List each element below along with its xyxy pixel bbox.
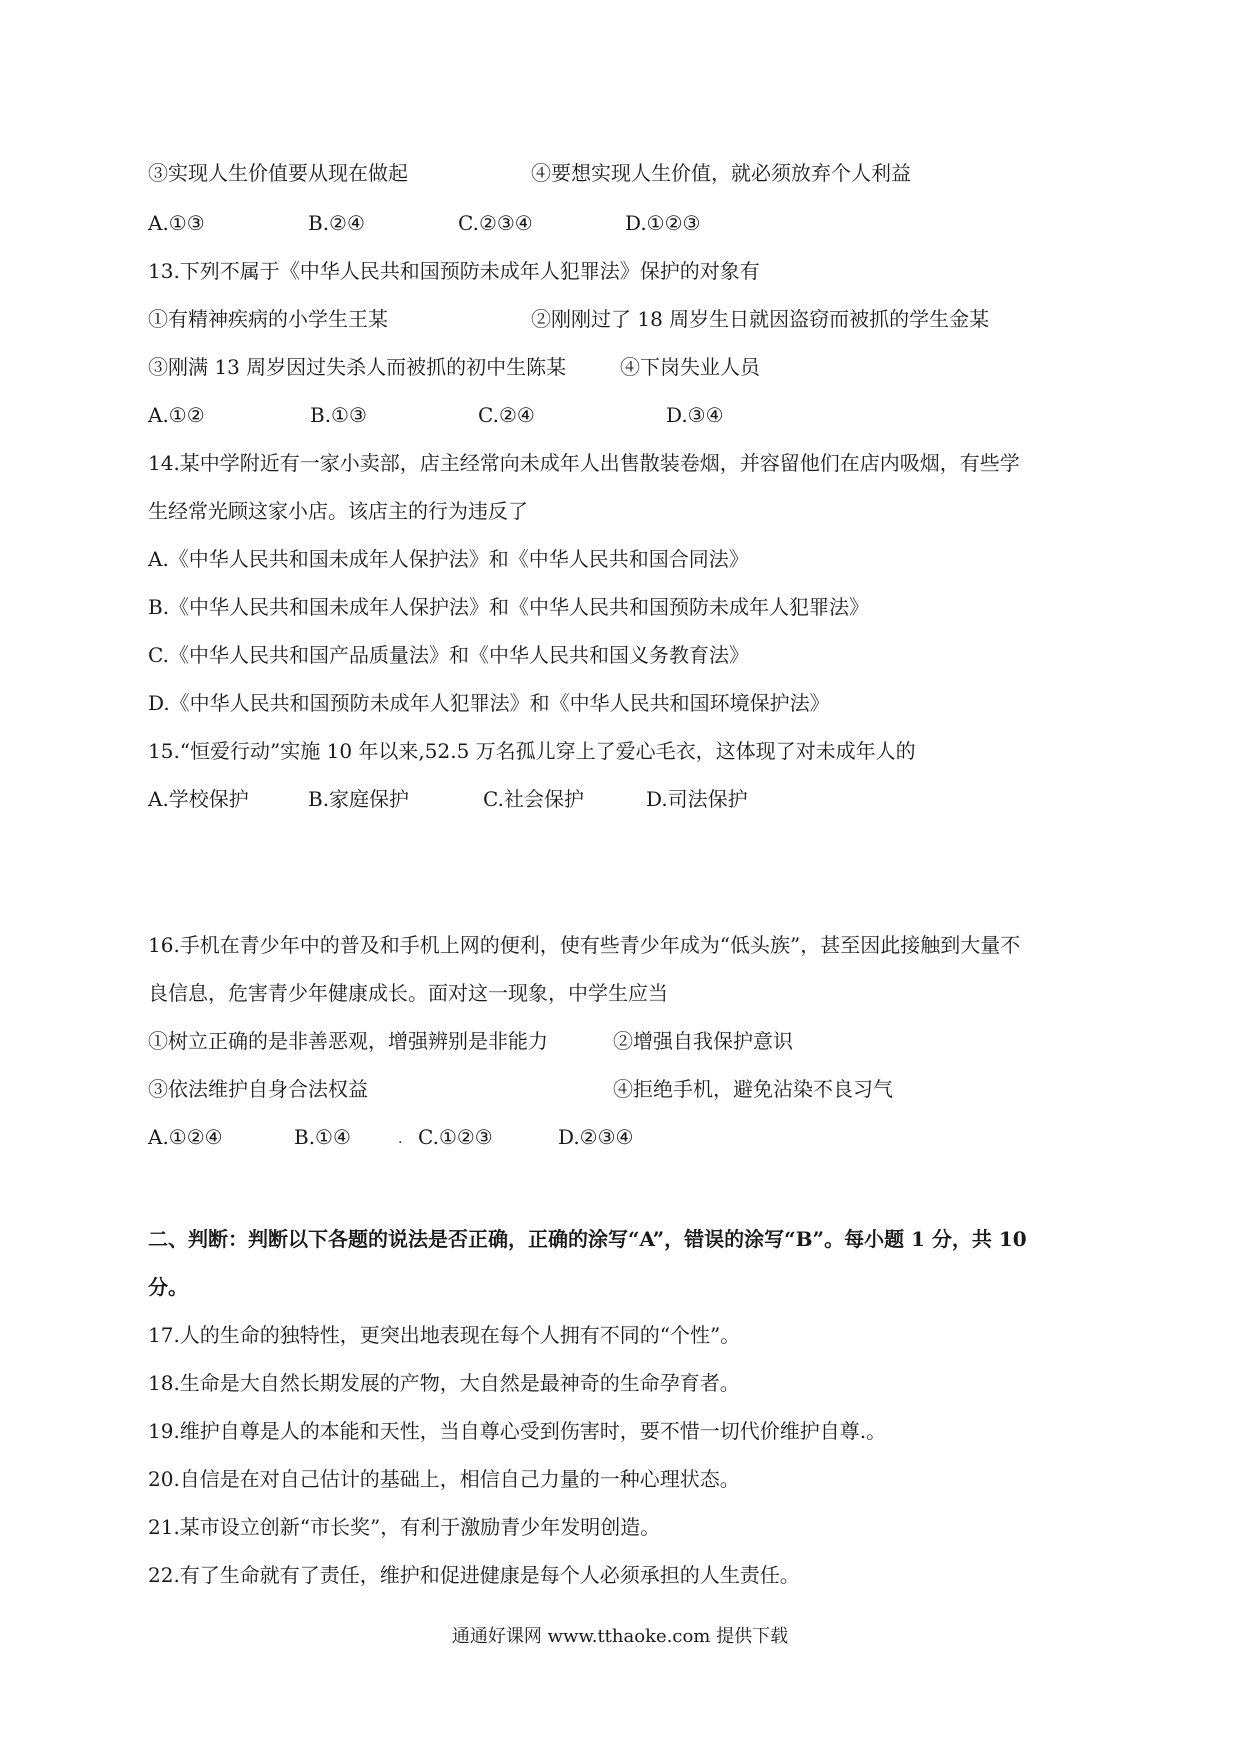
q14-stem-line-1: 14.某中学附近有一家小卖部，店主经常向未成年人出售散装卷烟，并容留他们在店内吸烟，有些学 — [148, 451, 1020, 475]
judgment-item-18: 18.生命是大自然长期发展的产物，大自然是最神奇的生命孕育者。 — [148, 1371, 740, 1395]
q16-statement-1: ①树立正确的是非善恶观，增强辨别是非能力 — [148, 1029, 548, 1053]
q12-statement-3: ③实现人生价值要从现在做起 — [148, 161, 408, 185]
judgment-item-17: 17.人的生命的独特性，更突出地表现在每个人拥有不同的“个性”。 — [148, 1323, 741, 1347]
q13-statement-2: ②刚刚过了 18 周岁生日就因盗窃而被抓的学生金某 — [531, 307, 990, 331]
q16-statement-3: ③依法维护自身合法权益 — [148, 1077, 368, 1101]
q13-option-a: A.①② — [148, 403, 205, 427]
stray-mark: . — [398, 1131, 403, 1147]
section-2-heading-line-1: 二、判断：判断以下各题的说法是否正确，正确的涂写“A”，错误的涂写“B”。每小题 1 分，共 10 — [148, 1227, 1027, 1251]
q14-option-b: B.《中华人民共和国未成年人保护法》和《中华人民共和国预防未成年人犯罪法》 — [148, 595, 870, 619]
q13-option-b: B.①③ — [310, 403, 367, 427]
q16-stem-line-1: 16.手机在青少年中的普及和手机上网的便利，使有些青少年成为“低头族”，甚至因此接触到大量不 — [148, 933, 1021, 957]
q14-stem-line-2: 生经常光顾这家小店。该店主的行为违反了 — [148, 499, 528, 523]
q12-option-b: B.②④ — [308, 211, 365, 235]
q13-stem: 13.下列不属于《中华人民共和国预防未成年人犯罪法》保护的对象有 — [148, 259, 760, 283]
q15-option-d: D.司法保护 — [646, 787, 748, 811]
q15-stem: 15.“恒爱行动”实施 10 年以来,52.5 万名孤儿穿上了爱心毛衣，这体现了对未成年人的 — [148, 739, 916, 763]
q14-option-c: C.《中华人民共和国产品质量法》和《中华人民共和国义务教育法》 — [148, 643, 749, 667]
q15-option-c: C.社会保护 — [483, 787, 584, 811]
judgment-item-22: 22.有了生命就有了责任，维护和促进健康是每个人必须承担的人生责任。 — [148, 1563, 800, 1587]
section-2-heading-line-2: 分。 — [148, 1275, 188, 1299]
q15-option-b: B.家庭保护 — [308, 787, 410, 811]
q12-option-a: A.①③ — [148, 211, 205, 235]
q16-statement-2: ②增强自我保护意识 — [613, 1029, 793, 1053]
q14-option-d: D.《中华人民共和国预防未成年人犯罪法》和《中华人民共和国环境保护法》 — [148, 691, 830, 715]
q12-statement-4: ④要想实现人生价值，就必须放弃个人利益 — [531, 161, 911, 185]
judgment-item-20: 20.自信是在对自己估计的基础上，相信自己力量的一种心理状态。 — [148, 1467, 740, 1491]
q16-stem-line-2: 良信息，危害青少年健康成长。面对这一现象，中学生应当 — [148, 981, 668, 1005]
q13-statement-4: ④下岗失业人员 — [620, 355, 760, 379]
q16-statement-4: ④拒绝手机，避免沾染不良习气 — [613, 1077, 893, 1101]
q13-option-d: D.③④ — [666, 403, 724, 427]
judgment-item-19: 19.维护自尊是人的本能和天性，当自尊心受到伤害时，要不惜一切代价维护自尊.。 — [148, 1419, 887, 1443]
q16-option-d: D.②③④ — [558, 1125, 634, 1149]
q13-statement-3: ③刚满 13 周岁因过失杀人而被抓的初中生陈某 — [148, 355, 567, 379]
q15-option-a: A.学校保护 — [148, 787, 249, 811]
page-footer: 通通好课网 www.tthaoke.com 提供下载 — [451, 1626, 789, 1647]
q16-option-b: B.①④ — [294, 1125, 351, 1149]
q13-option-c: C.②④ — [478, 403, 535, 427]
q16-option-a: A.①②④ — [148, 1125, 223, 1149]
q12-option-d: D.①②③ — [625, 211, 701, 235]
judgment-item-21: 21.某市设立创新“市长奖”，有利于激励青少年发明创造。 — [148, 1515, 661, 1539]
q13-statement-1: ①有精神疾病的小学生王某 — [148, 307, 388, 331]
q14-option-a: A.《中华人民共和国未成年人保护法》和《中华人民共和国合同法》 — [148, 547, 749, 571]
q16-option-c: C.①②③ — [418, 1125, 493, 1149]
q12-option-c: C.②③④ — [458, 211, 533, 235]
